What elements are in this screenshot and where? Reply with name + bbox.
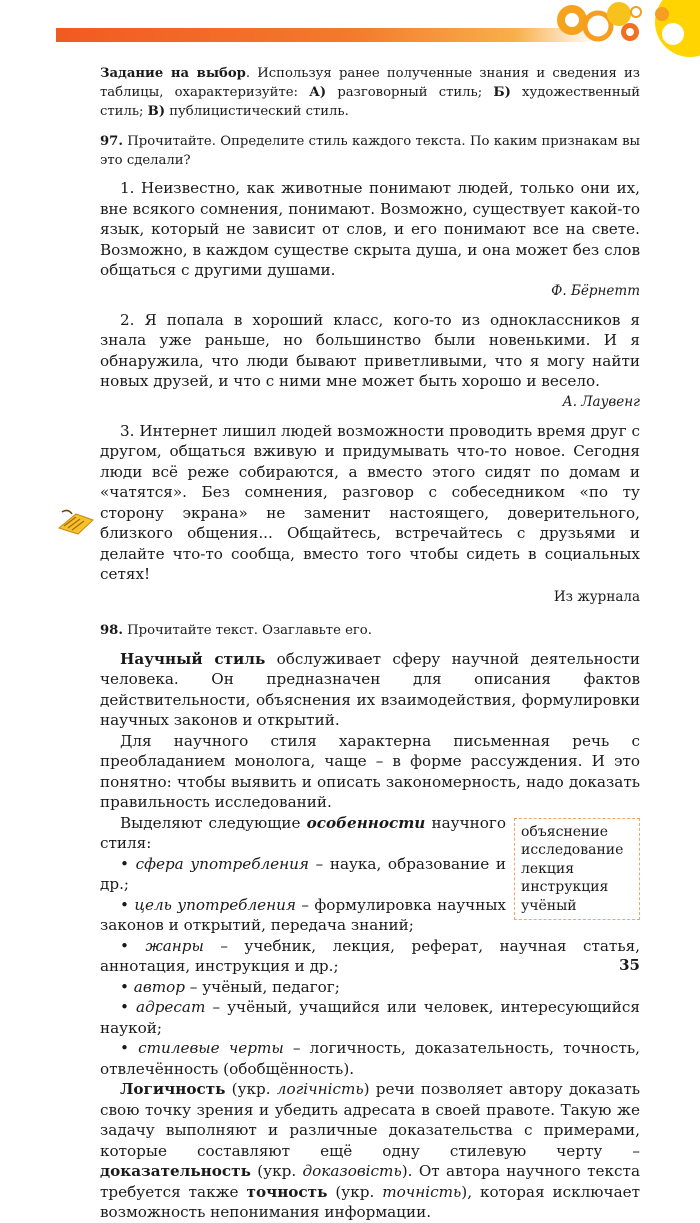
word-box-item: объяснение [521,823,609,840]
header-circles-decoration [540,0,700,60]
feature-item: • адресат – учёный, учащийся или человек, интересующийся наукой; [100,998,640,1037]
word-box-item: исследование [521,842,624,858]
text-1: 1. Неизвестно, как животные понимают людей, только они их, вне всякого сомнения, понимают. Возможно, существует какой-то язык, который не зависит от слов, и его понимают все на свете. Возможно, в каждом существе скрыта душа, и она может без слов общаться с другими душами. [100,179,640,279]
exercise-97-task: 97. Прочитайте. Определите стиль каждого текста. По каким признакам вы это сделали? [100,134,640,168]
paragraph-scientific-style: Научный стиль обслуживает сферу научной деятельности человека. Он предназначен для описания фактов действительности, объяснения их взаимодействия, формулировки научных законов и открытий. [100,649,640,729]
page-content [100,60,640,1223]
author-lauveng: А. Лаувенг [562,393,640,410]
reading-task-icon [56,506,96,536]
feature-item: • автор – учёный, педагог; [120,977,340,996]
author-burnett: Ф. Бёрнетт [551,282,640,299]
source-journal: Из журнала [553,588,640,605]
paragraph-monologue: Для научного стиля характерна письменная речь с преобладанием монолога, чаще – в форме рассуждения. И это понятно: чтобы выявить и описать закономерность, надо доказать правильность исследований. [100,731,640,811]
feature-item: • жанры – учебник, лекция, реферат, научная статья, аннотация, инструкция и др.; [100,936,640,975]
word-box-item: учёный [521,897,577,914]
word-box-item: инструкция [521,879,609,895]
exercise-98-task: 98. Прочитайте текст. Озаглавьте его. [100,622,372,638]
features-intro: Выделяют следующие особенности научного стиля: [100,813,506,852]
text-3: 3. Интернет лишил людей возможности проводить время друг с другом, общаться вживую и придумывать что-то новое. Сегодня люди всё реже собираются, а вместо этого сидят по домам и «чатятся». Без сомнения, разговор с собеседником «по ту сторону экрана» не заменит настоящего, доверительного, близкого общения... Общайтесь, встречайтесь с друзьями и делайте что-то сообща, вместо того чтобы сидеть в социальных сетях! [100,421,640,583]
word-box-item: лекция [521,860,575,877]
feature-item: • цель употребления – формулировка научных законов и открытий, передача знаний; [100,895,507,934]
word-box [514,818,640,921]
task-choice: Задание на выбор. Используя ранее полученные знания и сведения из таблицы, охарактеризуйте: А) разговорный стиль; Б) художественный стиль; В) публицистический стиль. [100,66,640,119]
header-bar [56,28,596,42]
text-2: 2. Я попала в хороший класс, кого-то из одноклассников я знала уже раньше, но большинство были новенькими. И я обнаружила, что люди бывают приветливыми, что я могу найти новых друзей, и что с ними мне может быть хорошо и весело. [100,310,640,390]
feature-item: • стилевые черты – логичность, доказательность, точность, отвлечённость (обобщённость). [100,1039,640,1078]
paragraph-logic: Логичность (укр. логічність) речи позволяет автору доказать свою точку зрения и убедить адресата в своей правоте. Такую же задачу выполняют и различные доказательства с примерами, которые составляют ещё одну стилевую черту – доказательность (укр. доказовість). От автора научного текста требуется также точность (укр. точність), которая исключает возможность непонимания информации. [100,1080,641,1221]
page-number: 35 [619,956,640,974]
feature-item: • сфера употребления – наука, образование и др.; [100,854,506,893]
